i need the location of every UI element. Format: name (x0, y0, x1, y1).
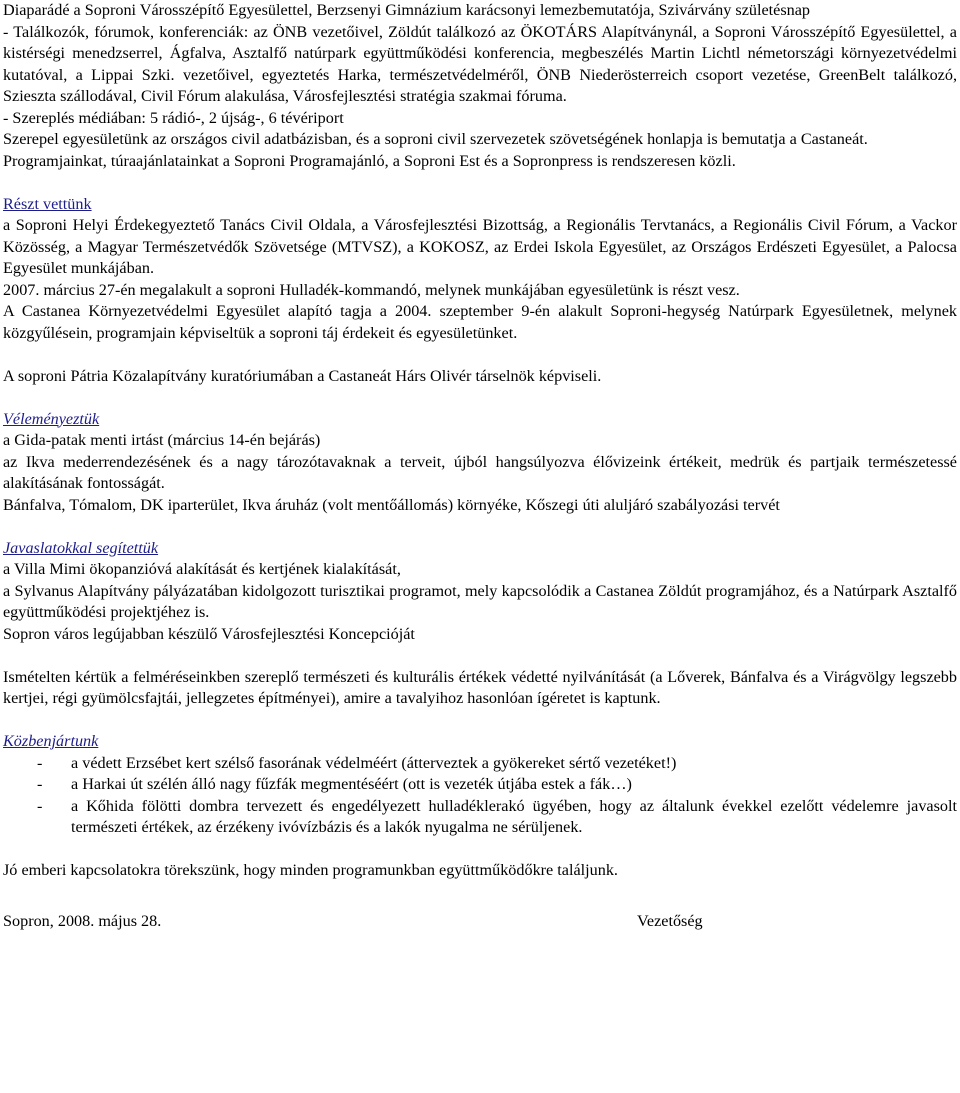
activities-section (3, 0, 957, 172)
section-heading: Részt vettünk (3, 194, 92, 213)
paragraph: a Soproni Helyi Érdekegyeztető Tanács Civil Oldala, a Városfejlesztési Bizottság, a Regionális Tervtanács, a Regionális Civil Fórum, a Vackor Közösség, a Magyar Természetvédők Szövetsége (MTVSZ), a KOKOSZ, az Erdei Iskola Egyesület, az Országos Erdészeti Egyesület, a Palocsa Egyesület munkájában. (3, 216, 957, 277)
velemenyeztuk-section (3, 409, 957, 517)
paragraph-closing: Jó emberi kapcsolatokra törekszünk, hogy minden programunkban együttműködőkre találjunk. (3, 861, 618, 879)
paragraph-programs: Programjainkat, túraajánlatainkat a Soproni Programajánló, a Soproni Est és a Sopronpress is rendszeresen közli. (3, 151, 736, 170)
spacer (3, 645, 957, 667)
spacer (3, 839, 957, 861)
spacer (3, 710, 957, 732)
section-heading: Véleményeztük (3, 409, 100, 428)
spacer (3, 516, 957, 538)
paragraph: A Castanea Környezetvédelmi Egyesület alapító tagja a 2004. szeptember 9-én alakult Soproni-hegység Natúrpark Egyesületnek, melynek közgyűlésein, programjain képviseltük a soproni táj érdekeit és egyesületünket. (3, 302, 957, 342)
javaslatokkal-section (3, 538, 957, 646)
paragraph: Sopron város legújabban készülő Városfejlesztési Koncepcióját (3, 624, 415, 643)
signature: Vezetőség (637, 912, 703, 930)
document-page (3, 0, 957, 933)
list-item: - a Harkai út szélén álló nagy fűzfák megmentéséért (ott is vezeték útjába estek a fák…) (3, 774, 957, 796)
paragraph: a Gida-patak menti irtást (március 14-én bejárás) (3, 431, 321, 449)
paragraph-civil-database: Szerepel egyesületünk az országos civil adatbázisban, és a soproni civil szervezetek szövetségének honlapja is bemutatja a Castaneát. (3, 130, 868, 148)
spacer (3, 903, 957, 911)
dash-list (3, 753, 957, 839)
list-item: - a védett Erzsébet kert szélső fasorának védelméért (átterveztek a gyökereket sértő vezetéket!) (3, 753, 957, 775)
paragraph: Bánfalva, Tómalom, DK iparterület, Ikva áruház (volt mentőállomás) környéke, Kőszegi úti aluljáró szabályozási tervét (3, 495, 780, 514)
paragraph: 2007. március 27-én megalakult a soproni Hulladék-kommandó, melynek munkájában egyesületünk is részt vesz. (3, 280, 740, 299)
spacer (3, 344, 957, 366)
place-date: Sopron, 2008. május 28. (3, 912, 162, 930)
section-heading: Javaslatokkal segítettük (3, 538, 159, 557)
paragraph-media: - Szereplés médiában: 5 rádió-, 2 újság-, 6 tévériport (3, 108, 344, 127)
spacer (3, 882, 957, 904)
paragraph: az Ikva mederrendezésének és a nagy tározótavaknak a terveit, újból hangsúlyozva élővizeink értékeit, medrük és partjaik természetessé alakításának fontosságát. (3, 452, 957, 492)
spacer (3, 172, 957, 194)
paragraph-meetings: - Találkozók, fórumok, konferenciák: az ÖNB vezetőivel, Zöldút találkozó az ÖKOTÁRS Alapítványnál, a Soproni Városszépítő Egyesülettel, a kistérségi menedzserrel, Ágfalva, Asztalfő natúrpark együttműködési konferencia, megbeszélés Martin Lichtl németországi környezetvédelmi kutatóval, a Lippai Szki. vezetőivel, egyeztetés Harka, természetvédelméről, ÖNB Niederösterreich csoport vezetése, GreenBelt találkozó, Szieszta szállodával, Civil Fórum alakulása, Városfejlesztési stratégia szakmai fóruma. (3, 22, 957, 105)
paragraph-diaparade: Diaparádé a Soproni Városszépítő Egyesülettel, Berzsenyi Gimnázium karácsonyi lemezbemutatója, Szivárvány születésnap (3, 1, 811, 19)
paragraph: a Sylvanus Alapítvány pályázatában kidolgozott turisztikai programot, mely kapcsolódik a Castanea Zöldút programjához, és a Natúrpark Asztalfő együttműködési projektjéhez is. (3, 581, 957, 621)
paragraph-ismetelten: Ismételten kértük a felméréseinkben szereplő természeti és kulturális értékek védetté nyilvánítását (a Lőverek, Bánfalva és a Virágvölgy legszebb kertjei, régi gyümölcsfajtái, jellegzetes építményei), amire a tavalyihoz hasonlóan ígéretet is kaptunk. (3, 667, 957, 707)
kozbenjartunk-section (3, 731, 957, 839)
list-item: - a Kőhida fölötti dombra tervezett és engedélyezett hulladéklerakó ügyében, hogy az általunk évekkel ezelőtt védelemre javasolt természeti értékek, az érzékeny ivóvízbázis és a lakók nyugalma ne sérüljenek. (3, 796, 957, 839)
spacer (3, 387, 957, 409)
paragraph: a Villa Mimi ökopanzióvá alakítását és kertjének kialakítását, (3, 560, 401, 578)
document-footer (3, 911, 957, 933)
section-heading: Közbenjártunk (3, 732, 99, 750)
reszt-vettunk-section (3, 194, 957, 345)
paragraph-patria: A soproni Pátria Közalapítvány kuratóriumában a Castaneát Hárs Olivér társelnök képviseli. (3, 366, 602, 385)
